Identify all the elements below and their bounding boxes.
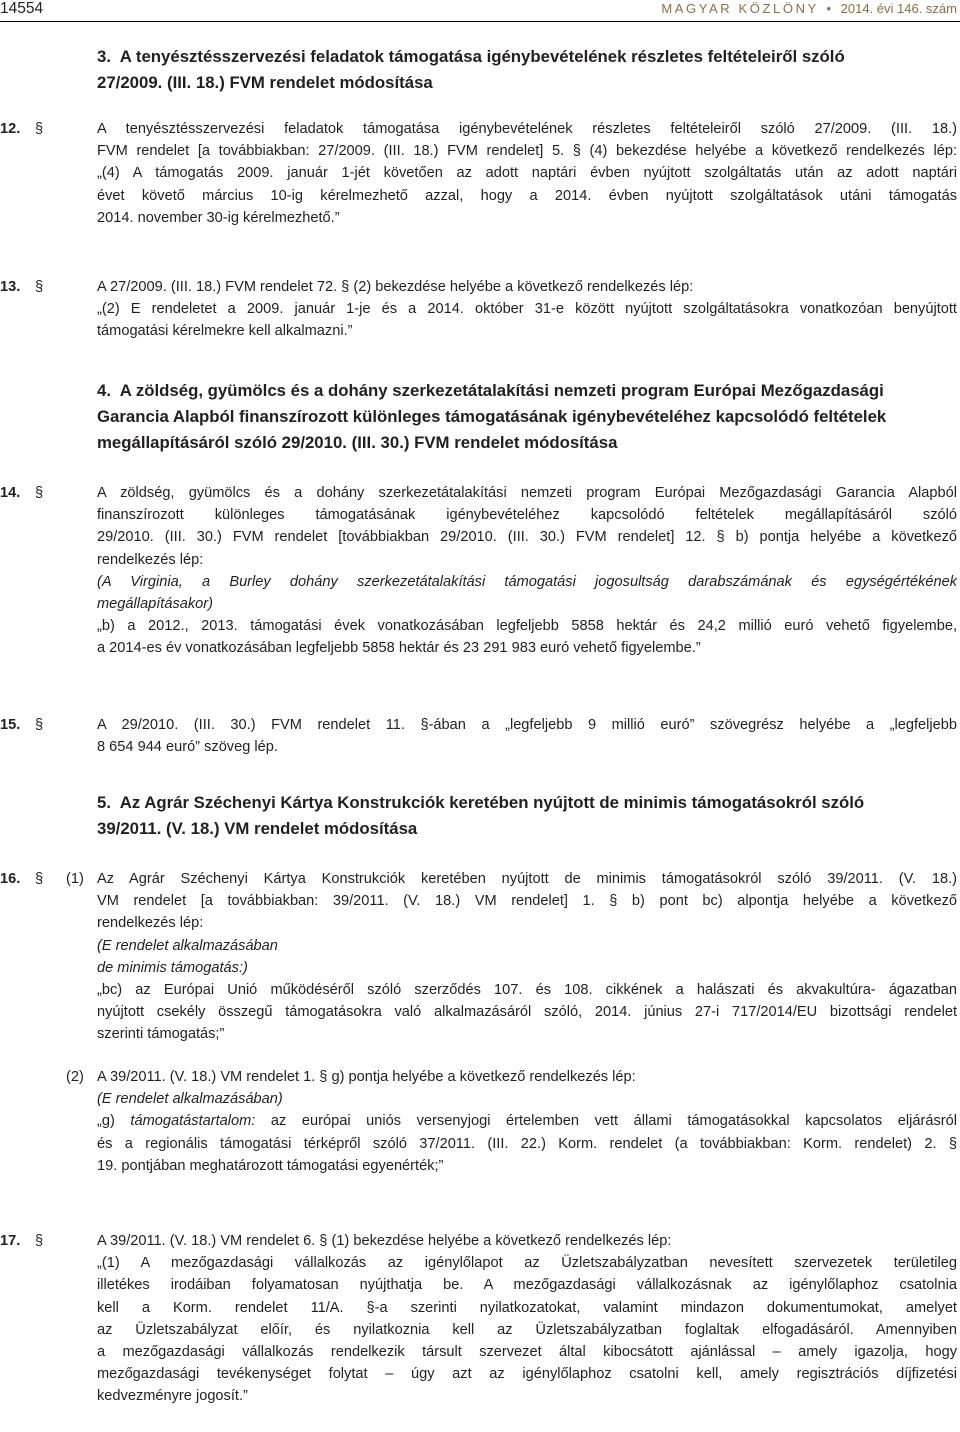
- section-heading-5: [97, 790, 957, 842]
- text-line: 8 654 944 euró” szöveg lép.: [97, 739, 278, 756]
- text-line: szerinti támogatás;”: [97, 1026, 225, 1043]
- paragraph-13: [0, 276, 960, 346]
- text-line: 2014. november 30-ig kérelmezhető.”: [97, 209, 340, 226]
- text-line: megállapításakor): [97, 596, 213, 613]
- text-line: (E rendelet alkalmazásában: [97, 937, 278, 954]
- text-line: a 2014-es év vonatkozásában legfeljebb 5858 hektár és 23 291 983 euró vehető figyelembe.”: [97, 640, 701, 657]
- text-line: mezőgazdasági tevékenységet folytat – úgy azt az igénylőlaphoz csatolni kell, amely regisztrációs díjfizetési: [97, 1366, 957, 1383]
- paragraph-17: [0, 1230, 960, 1430]
- section-number: 17.: [0, 1233, 21, 1249]
- text-line: kell a Korm. rendelet 11/A. §-a szerinti nyilatkozatokat, valamint mindazon dokumentumokat, amelyet: [97, 1299, 957, 1316]
- text-line: finanszírozott különleges támogatásának igénybevételéhez kapcsolódó feltételek megállapításáról szóló: [97, 507, 957, 524]
- section-symbol: §: [35, 279, 44, 295]
- section-symbol: §: [35, 717, 44, 733]
- text-line: 19. pontjában meghatározott támogatási egyenérték;”: [97, 1157, 444, 1174]
- paragraph-16: [0, 868, 960, 1208]
- text-line: (A Virginia, a Burley dohány szerkezetátalakítási támogatási jogosultság darabszámának és egységértékének: [97, 573, 957, 590]
- section-symbol: §: [35, 485, 44, 501]
- paragraph-text: [97, 118, 957, 229]
- text-line: és a regionális támogatási térképről szóló 37/2011. (III. 22.) Korm. rendelet (a továbbiakban: Korm. rendelet) 2. §: [97, 1135, 957, 1152]
- heading-line: 39/2011. (V. 18.) VM rendelet módosítása: [97, 819, 418, 838]
- paragraph-text: [97, 482, 957, 660]
- subsection-text: [97, 868, 957, 1046]
- issue-label: 2014. évi 146. szám: [840, 1, 957, 16]
- subsection-number: (1): [66, 871, 84, 887]
- text-line: „b) a 2012., 2013. támogatási évek vonatkozásában legfeljebb 5858 hektár és 24,2 millió euró vehető figyelembe,: [97, 618, 957, 635]
- heading-line: 27/2009. (III. 18.) FVM rendelet módosítása: [97, 73, 433, 92]
- text-line: (E rendelet alkalmazásában): [97, 1091, 283, 1108]
- paragraph-15: [0, 714, 960, 764]
- text-line: „(1) A mezőgazdasági vállalkozás az igénylőlapot az Üzletszabályzatban nevesített szervezetek területileg: [97, 1255, 957, 1272]
- text-line: rendelkezés lép:: [97, 915, 204, 932]
- text-line: de minimis támogatás:): [97, 959, 248, 976]
- text-line: „(4) A támogatás 2009. január 1-jét követően az adott naptári évben nyújtott szolgáltatás után az adott naptári: [97, 165, 957, 182]
- section-number: 15.: [0, 717, 21, 733]
- text-line: A zöldség, gyümölcs és a dohány szerkezetátalakítási nemzeti program Európai Mezőgazdasági Garancia Alapból: [97, 485, 957, 501]
- text-line: A 27/2009. (III. 18.) FVM rendelet 72. § (2) bekezdése helyébe a következő rendelkezés lép:: [97, 279, 694, 295]
- heading-line: 5. Az Agrár Széchenyi Kártya Konstrukciók keretében nyújtott de minimis támogatásokról szóló: [97, 793, 865, 812]
- section-number: 14.: [0, 485, 21, 501]
- page-number: 14554: [0, 0, 44, 17]
- text-line: A 39/2011. (V. 18.) VM rendelet 6. § (1) bekezdése helyébe a következő rendelkezés lép:: [97, 1233, 672, 1249]
- text-fragment: „g): [97, 1113, 115, 1130]
- running-header: [661, 0, 957, 18]
- subsection-number: (2): [66, 1069, 84, 1085]
- header-rule: [0, 21, 960, 22]
- publication-name: MAGYAR KÖZLÖNY: [661, 1, 819, 16]
- text-line: A tenyésztésszervezési feladatok támogatása igénybevételének részletes feltételeiről szóló 27/2009. (III. 18.): [97, 121, 957, 137]
- heading-line: 3. A tenyésztésszervezési feladatok támogatása igénybevételének részletes feltételeiről szóló: [97, 47, 845, 66]
- section-heading-4: [97, 378, 957, 456]
- paragraph-12: [0, 118, 960, 248]
- heading-line: megállapításáról szóló 29/2010. (III. 30.) FVM rendelet módosítása: [97, 433, 618, 452]
- text-line: A 39/2011. (V. 18.) VM rendelet 1. § g) pontja helyébe a következő rendelkezés lép:: [97, 1069, 636, 1085]
- section-symbol: §: [35, 871, 44, 887]
- header-separator: •: [826, 1, 832, 16]
- defined-term: támogatástartalom:: [130, 1113, 256, 1130]
- text-line: A 29/2010. (III. 30.) FVM rendelet 11. §-ában a „legfeljebb 9 millió euró” szövegrész helyébe a „legfeljebb: [97, 717, 957, 733]
- text-line: nyújtott csekély összegű támogatásokra való alkalmazásáról szóló, 2014. június 27-i 717/2014/EU bizottsági rendelet: [97, 1004, 957, 1021]
- paragraph-text: [97, 714, 957, 758]
- text-line: FVM rendelet [a továbbiakban: 27/2009. (III. 18.) FVM rendelet] 5. § (4) bekezdése helyébe a következő rendelkezés lép:: [97, 143, 957, 160]
- text-line: [97, 1110, 957, 1132]
- text-line: kedvezményre jogosít.”: [97, 1388, 248, 1405]
- text-line: „(2) E rendeletet a 2009. január 1-je és a 2014. október 31-e között nyújtott szolgáltatásokra vonatkozóan benyújtott: [97, 301, 957, 318]
- section-number: 16.: [0, 871, 21, 887]
- text-line: évet követő március 10-ig kérelmezhető azzal, hogy a 2014. évben nyújtott szolgáltatások utáni támogatás: [97, 187, 957, 204]
- text-line: az Üzletszabályzat előír, és nyilatkoznia kell az Üzletszabályzatban foglaltak elfogadásáról. Amennyiben: [97, 1321, 957, 1338]
- paragraph-text: [97, 276, 957, 343]
- text-line: a mezőgazdasági vállalkozás rendelkezik társult szervezet által kibocsátott ajánlással – amely igazolja, hogy: [97, 1344, 957, 1361]
- text-line: rendelkezés lép:: [97, 551, 204, 568]
- heading-line: 4. A zöldség, gyümölcs és a dohány szerkezetátalakítási nemzeti program Európai Mezőgazdasági: [97, 381, 884, 400]
- section-number: 13.: [0, 279, 21, 295]
- text-line: támogatási kérelmekre kell alkalmazni.”: [97, 323, 353, 340]
- text-line: „bc) az Európai Unió működéséről szóló szerződés 107. és 108. cikkének a halászati és akvakultúra- ágazatban: [97, 982, 957, 999]
- paragraph-text: [97, 1230, 957, 1408]
- section-symbol: §: [35, 1233, 44, 1249]
- text-line: 29/2010. (III. 30.) FVM rendelet [továbbiakban 29/2010. (III. 30.) FVM rendelet] 12. § b) pontja helyébe a következő: [97, 529, 957, 546]
- text-line: Az Agrár Széchenyi Kártya Konstrukciók keretében nyújtott de minimis támogatásokról szóló 39/2011. (V. 18.): [97, 871, 957, 887]
- subsection-text: [97, 1066, 957, 1177]
- section-symbol: §: [35, 121, 44, 137]
- text-line: illetékes irodáiban folyamatosan nyújthatja be. A mezőgazdasági vállalkozásnak az igénylőlaphoz csatolnia: [97, 1277, 957, 1294]
- text-fragment: az európai uniós versenyjogi értelemben vett állami támogatásokkal kapcsolatos eljárásról: [270, 1113, 957, 1130]
- heading-line: Garancia Alapból finanszírozott különleges támogatásának igénybevételéhez kapcsolódó feltételek: [97, 407, 887, 426]
- paragraph-14: [0, 482, 960, 682]
- section-heading-3: [97, 44, 957, 96]
- text-line: VM rendelet [a továbbiakban: 39/2011. (V. 18.) VM rendelet] 1. § b) pont bc) alpontja helyébe a következő: [97, 893, 957, 910]
- section-number: 12.: [0, 121, 21, 137]
